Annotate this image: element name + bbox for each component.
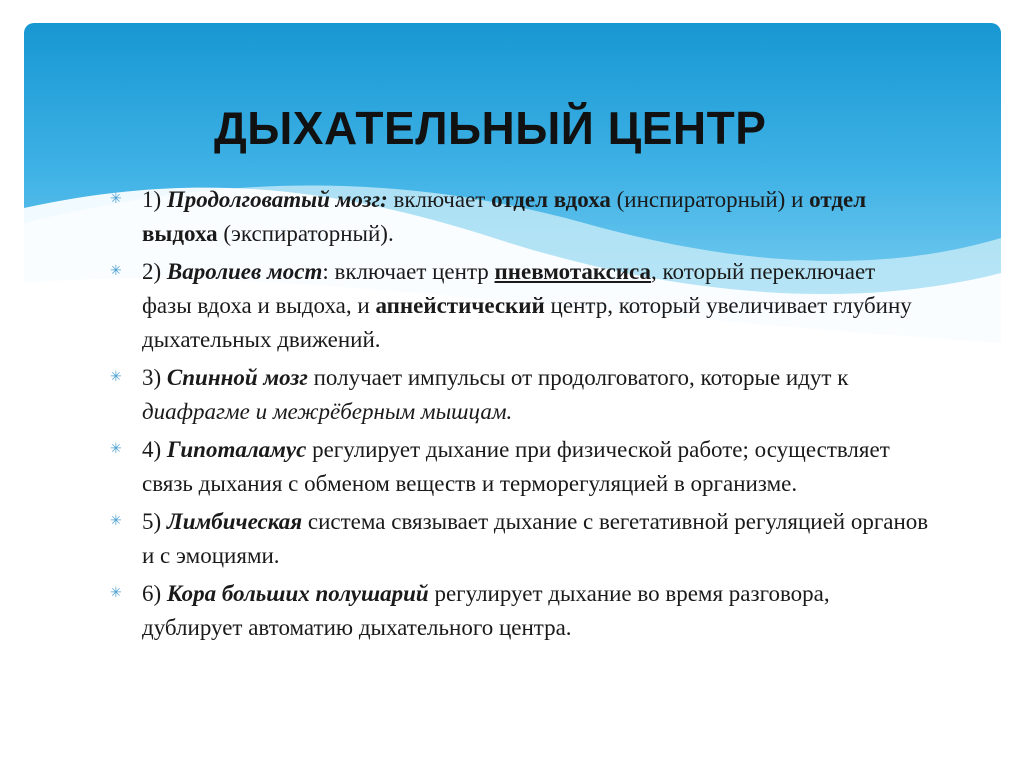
page-title: ДЫХАТЕЛЬНЫЙ ЦЕНТР: [214, 102, 767, 154]
asterisk-icon: ✳: [110, 514, 122, 529]
asterisk-icon: ✳: [110, 192, 122, 207]
asterisk-icon: ✳: [110, 370, 122, 385]
bullet-list: [110, 183, 930, 649]
list-item: ✳ 1) Продолговатый мозг: включает отдел вдоха (инспираторный) и отдел выдоха (экспираторный).: [110, 183, 930, 251]
list-item: ✳ 5) Лимбическая система связывает дыхание с вегетативной регуляцией органов и с эмоциями.: [110, 505, 930, 573]
list-item: ✳ 4) Гипоталамус регулирует дыхание при физической работе; осуществляет связь дыхания с обменом веществ и терморегуляцией в организме.: [110, 433, 930, 501]
asterisk-icon: ✳: [110, 442, 122, 457]
list-item: ✳ 3) Спинной мозг получает импульсы от продолговатого, которые идут к диафрагме и межрёберным мышцам.: [110, 361, 930, 429]
list-item: ✳ 6) Кора больших полушарий регулирует дыхание во время разговора, дублирует автоматию дыхательного центра.: [110, 577, 930, 645]
slide: [24, 23, 1001, 742]
asterisk-icon: ✳: [110, 264, 122, 279]
list-item: ✳ 2) Варолиев мост: включает центр пневмотаксиса, который переключает фазы вдоха и выдоха, и апнейстический центр, который увеличивает глубину дыхательных движений.: [110, 255, 930, 357]
asterisk-icon: ✳: [110, 586, 122, 601]
